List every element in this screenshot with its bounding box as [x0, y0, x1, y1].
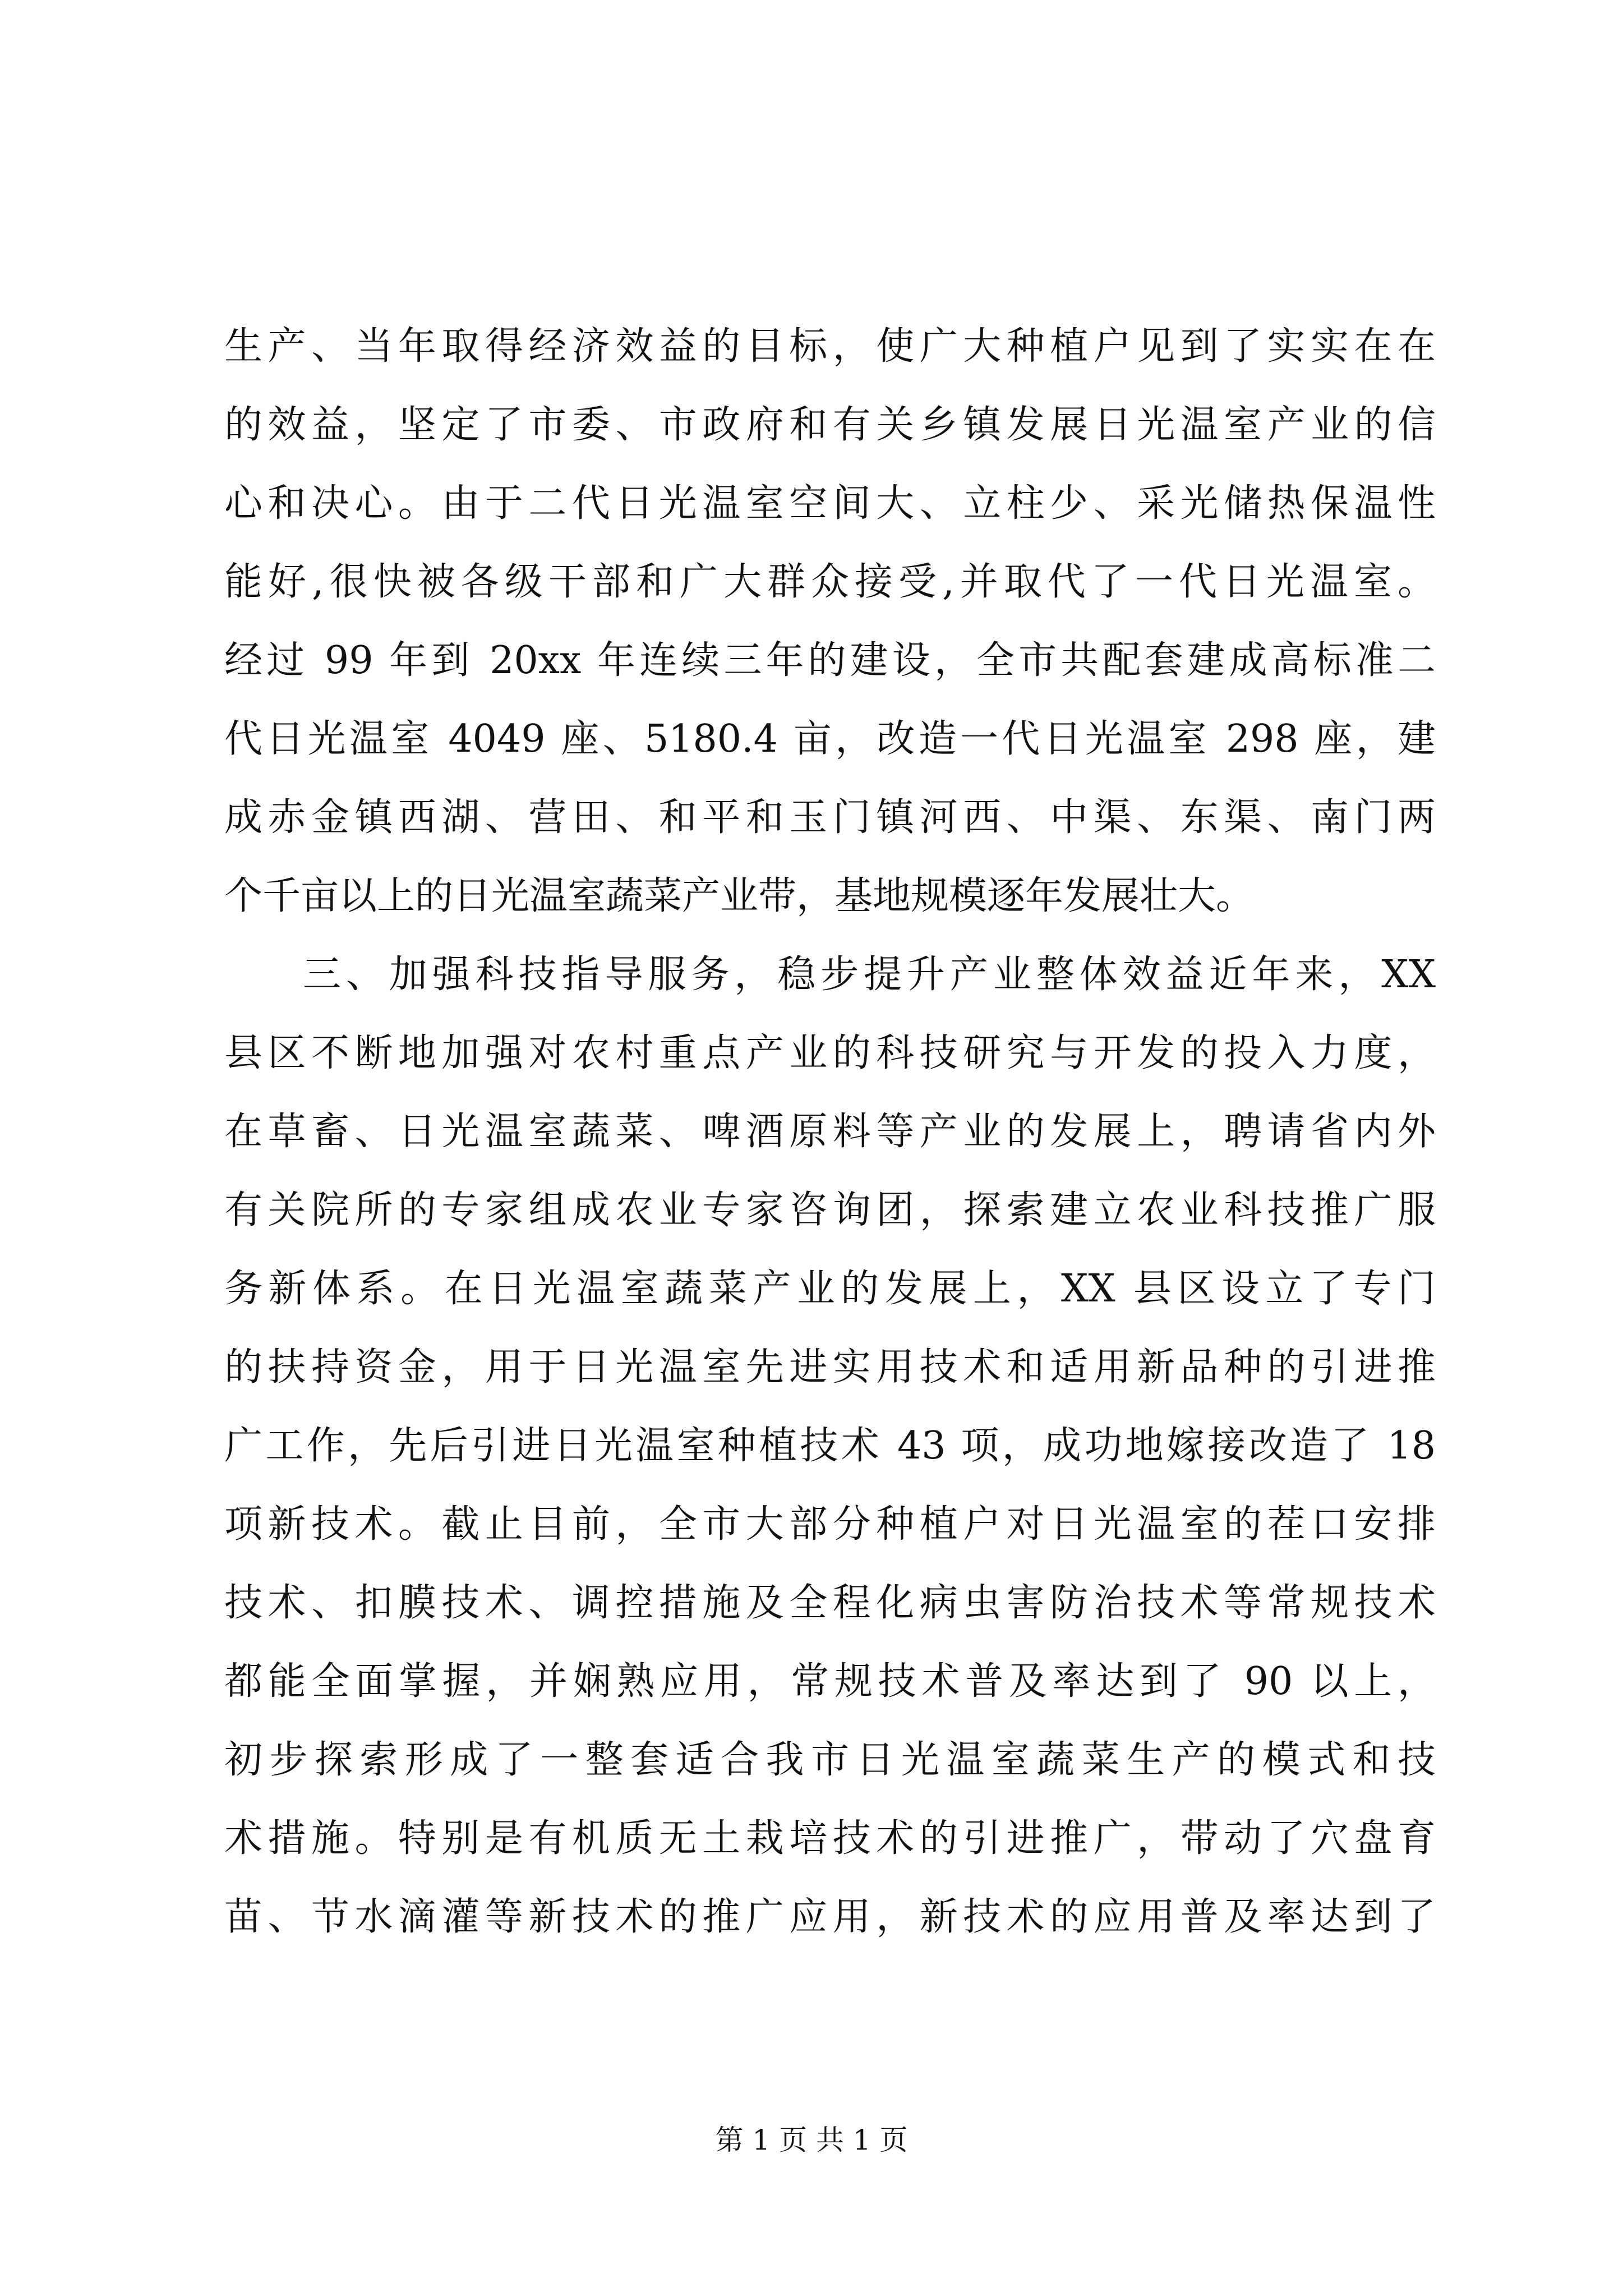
text-line: 三、加强科技指导服务，稳步提升产业整体效益近年来，XX: [303, 953, 1436, 997]
text-line: 有关院所的专家组成农业专家咨询团，探索建立农业科技推广服: [224, 1188, 1436, 1232]
text-line: 都能全面掌握，并娴熟应用，常规技术普及率达到了 90 以上，: [224, 1659, 1436, 1704]
text-line: 经过 99 年到 20xx 年连续三年的建设，全市共配套建成高标准二: [224, 638, 1436, 683]
text-line: 代日光温室 4049 座、5180.4 亩，改造一代日光温室 298 座，建: [224, 717, 1436, 761]
text-line: 在草畜、日光温室蔬菜、啤酒原料等产业的发展上，聘请省内外: [224, 1110, 1436, 1154]
text-line: 广工作，先后引进日光温室种植技术 43 项，成功地嫁接改造了 18: [224, 1424, 1436, 1468]
text-line: 术措施。特别是有机质无土栽培技术的引进推广，带动了穴盘育: [224, 1816, 1436, 1861]
text-line: 技术、扣膜技术、调控措施及全程化病虫害防治技术等常规技术: [224, 1581, 1436, 1625]
text-line: 苗、节水滴灌等新技术的推广应用，新技术的应用普及率达到了: [224, 1895, 1436, 1939]
text-line: 的效益，坚定了市委、市政府和有关乡镇发展日光温室产业的信: [224, 403, 1436, 447]
text-line: 县区不断地加强对农村重点产业的科技研究与开发的投入力度，: [224, 1031, 1436, 1075]
page-footer: 第 1 页 共 1 页: [715, 2124, 908, 2156]
text-line: 个千亩以上的日光温室蔬菜产业带，基地规模逐年发展壮大。: [224, 874, 1255, 918]
text-line: 生产、当年取得经济效益的目标，使广大种植户见到了实实在在: [224, 324, 1436, 369]
text-line: 成赤金镇西湖、营田、和平和玉门镇河西、中渠、东渠、南门两: [224, 795, 1436, 840]
text-line: 务新体系。在日光温室蔬菜产业的发展上，XX 县区设立了专门: [224, 1267, 1436, 1311]
text-line: 初步探索形成了一整套适合我市日光温室蔬菜生产的模式和技: [224, 1738, 1436, 1782]
text-line: 心和决心。由于二代日光温室空间大、立柱少、采光储热保温性: [224, 481, 1436, 526]
text-line: 能好,很快被各级干部和广大群众接受,并取代了一代日光温室。: [224, 560, 1436, 604]
text-line: 项新技术。截止目前，全市大部分种植户对日光温室的茬口安排: [224, 1502, 1436, 1547]
text-line: 的扶持资金，用于日光温室先进实用技术和适用新品种的引进推: [224, 1345, 1436, 1389]
